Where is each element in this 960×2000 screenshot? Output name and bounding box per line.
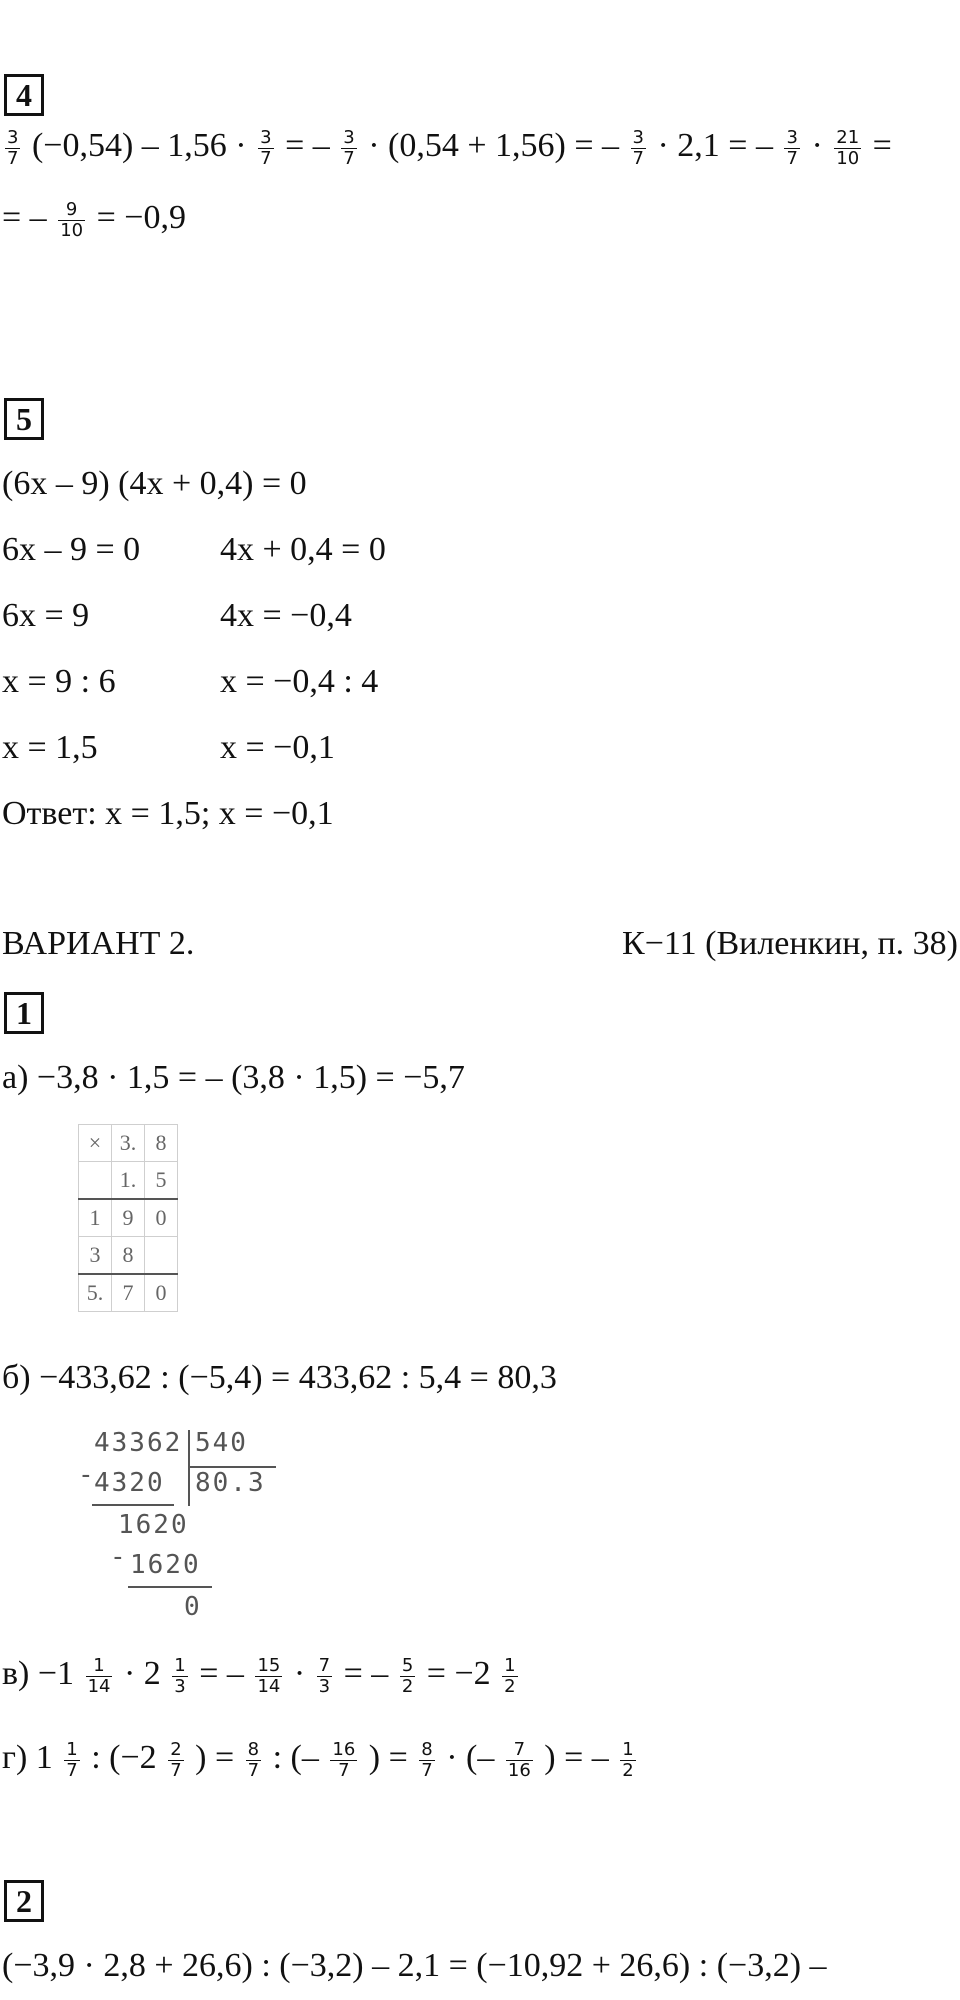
expr-text: = – (2, 199, 47, 236)
fraction: $\frac{1}{7}$ (66, 1738, 78, 1781)
expr-text: = (872, 127, 892, 164)
mult-cell: 0 (145, 1274, 178, 1312)
problem-4-number: 4 (4, 74, 44, 116)
problem-5-left-step-1: 6x – 9 = 0 (2, 531, 141, 568)
problem-4-line-1 (2, 126, 892, 169)
ld-minus: - (78, 1460, 96, 1490)
fraction: $\frac{21}{10}$ (836, 126, 860, 169)
fraction: $\frac{7}{16}$ (507, 1738, 531, 1781)
expr-text: · 2 (123, 1655, 161, 1692)
problem-5-right-step-2: 4x = −0,4 (220, 597, 352, 634)
problem-5-left-step-4: x = 1,5 (2, 729, 98, 766)
problem-1-part-a: а) −3,8 · 1,5 = – (3,8 · 1,5) = −5,7 (2, 1059, 465, 1096)
mult-cell (145, 1237, 178, 1275)
expr-text: : (– (272, 1739, 319, 1776)
problem-1-part-v (2, 1654, 521, 1697)
fraction: $\frac{3}{7}$ (343, 126, 355, 169)
mult-cell: 1 (79, 1199, 112, 1237)
expr-text: ) = – (544, 1739, 609, 1776)
mult-cell: 5 (145, 1162, 178, 1200)
problem-1-part-b: б) −433,62 : (−5,4) = 433,62 : 5,4 = 80,3 (2, 1359, 557, 1396)
ld-line-2 (128, 1586, 212, 1588)
mult-cell (79, 1162, 112, 1200)
problem-1-part-g (2, 1738, 639, 1781)
fraction: $\frac{3}{7}$ (7, 126, 19, 169)
problem-5-equation: (6x – 9) (4x + 0,4) = 0 (2, 465, 307, 502)
expr-text: = – (285, 127, 330, 164)
mult-cell: 0 (145, 1199, 178, 1237)
problem-2-number: 2 (4, 1880, 44, 1922)
expr-text: · (– (446, 1739, 495, 1776)
expr-text: (−0,54) – 1,56 · (31, 127, 247, 164)
mult-cell: 1. (112, 1162, 145, 1200)
fraction: $\frac{7}{3}$ (318, 1654, 331, 1697)
ld-subtrahend-1: 4320 (94, 1468, 165, 1498)
fraction: $\frac{8}{7}$ (421, 1738, 433, 1781)
expr-text: в) −1 (2, 1655, 75, 1692)
mult-cell: 3 (79, 1237, 112, 1275)
ld-dividend: 43362 (94, 1428, 183, 1458)
mult-cell: × (79, 1125, 112, 1162)
mult-cell: 8 (145, 1125, 178, 1162)
expr-text: ) = (368, 1739, 408, 1776)
expr-text: = −0,9 (96, 199, 186, 236)
fraction: $\frac{3}{7}$ (786, 126, 798, 169)
fraction: $\frac{8}{7}$ (247, 1738, 260, 1781)
mult-cell: 8 (112, 1237, 145, 1275)
expr-text: г) 1 (2, 1739, 53, 1776)
problem-5-left-step-3: x = 9 : 6 (2, 663, 116, 700)
fraction: $\frac{1}{2}$ (504, 1654, 516, 1697)
fraction: $\frac{1}{3}$ (174, 1654, 186, 1697)
ld-quotient: 80.3 (195, 1468, 266, 1498)
fraction: $\frac{16}{7}$ (332, 1738, 356, 1781)
multiplication-table (78, 1124, 178, 1312)
fraction: $\frac{2}{7}$ (170, 1738, 182, 1781)
problem-2-line-1: (−3,9 · 2,8 + 26,6) : (−3,2) – 2,1 = (−10,92 + 26,6) : (−3,2) – (2, 1947, 827, 1984)
fraction: $\frac{1}{14}$ (87, 1654, 111, 1697)
expr-text: ) = (195, 1739, 235, 1776)
ld-minus-2: - (110, 1542, 128, 1572)
expr-text: · (293, 1655, 306, 1692)
fraction: $\frac{3}{7}$ (632, 126, 644, 169)
fraction: $\frac{9}{10}$ (60, 198, 84, 241)
mult-cell: 3. (112, 1125, 145, 1162)
expr-text: = – (199, 1655, 244, 1692)
mult-cell: 5. (79, 1274, 112, 1312)
variant-reference: К−11 (Виленкин, п. 38) (622, 925, 958, 962)
problem-5-answer: Ответ: x = 1,5; x = −0,1 (2, 795, 334, 832)
expr-text: · (0,54 + 1,56) = – (368, 127, 620, 164)
fraction: $\frac{1}{2}$ (622, 1738, 634, 1781)
ld-remainder-2: 0 (184, 1592, 202, 1622)
expr-text: = – (343, 1655, 389, 1692)
problem-5-number: 5 (4, 398, 44, 440)
fraction: $\frac{5}{2}$ (401, 1654, 414, 1697)
problem-5-right-step-3: x = −0,4 : 4 (220, 663, 379, 700)
expr-text: · 2,1 = – (657, 127, 773, 164)
expr-text: = −2 (426, 1655, 491, 1692)
ld-subtrahend-2: 1620 (130, 1550, 201, 1580)
ld-vertical-bar (188, 1430, 190, 1506)
problem-5-left-step-2: 6x = 9 (2, 597, 90, 634)
ld-divisor: 540 (195, 1428, 248, 1458)
fraction: $\frac{3}{7}$ (260, 126, 272, 169)
fraction: $\frac{15}{14}$ (257, 1654, 281, 1697)
ld-line-1 (92, 1504, 174, 1506)
mult-cell: 7 (112, 1274, 145, 1312)
variant-title: ВАРИАНТ 2. (2, 925, 195, 962)
expr-text: : (−2 (91, 1739, 157, 1776)
problem-5-right-step-4: x = −0,1 (220, 729, 335, 766)
ld-quotient-line (190, 1466, 276, 1468)
expr-text: · (811, 127, 823, 164)
problem-5-right-step-1: 4x + 0,4 = 0 (220, 531, 386, 568)
problem-4-line-2 (2, 198, 186, 241)
ld-remainder-1: 1620 (118, 1510, 189, 1540)
problem-1-number: 1 (4, 992, 44, 1034)
mult-cell: 9 (112, 1199, 145, 1237)
